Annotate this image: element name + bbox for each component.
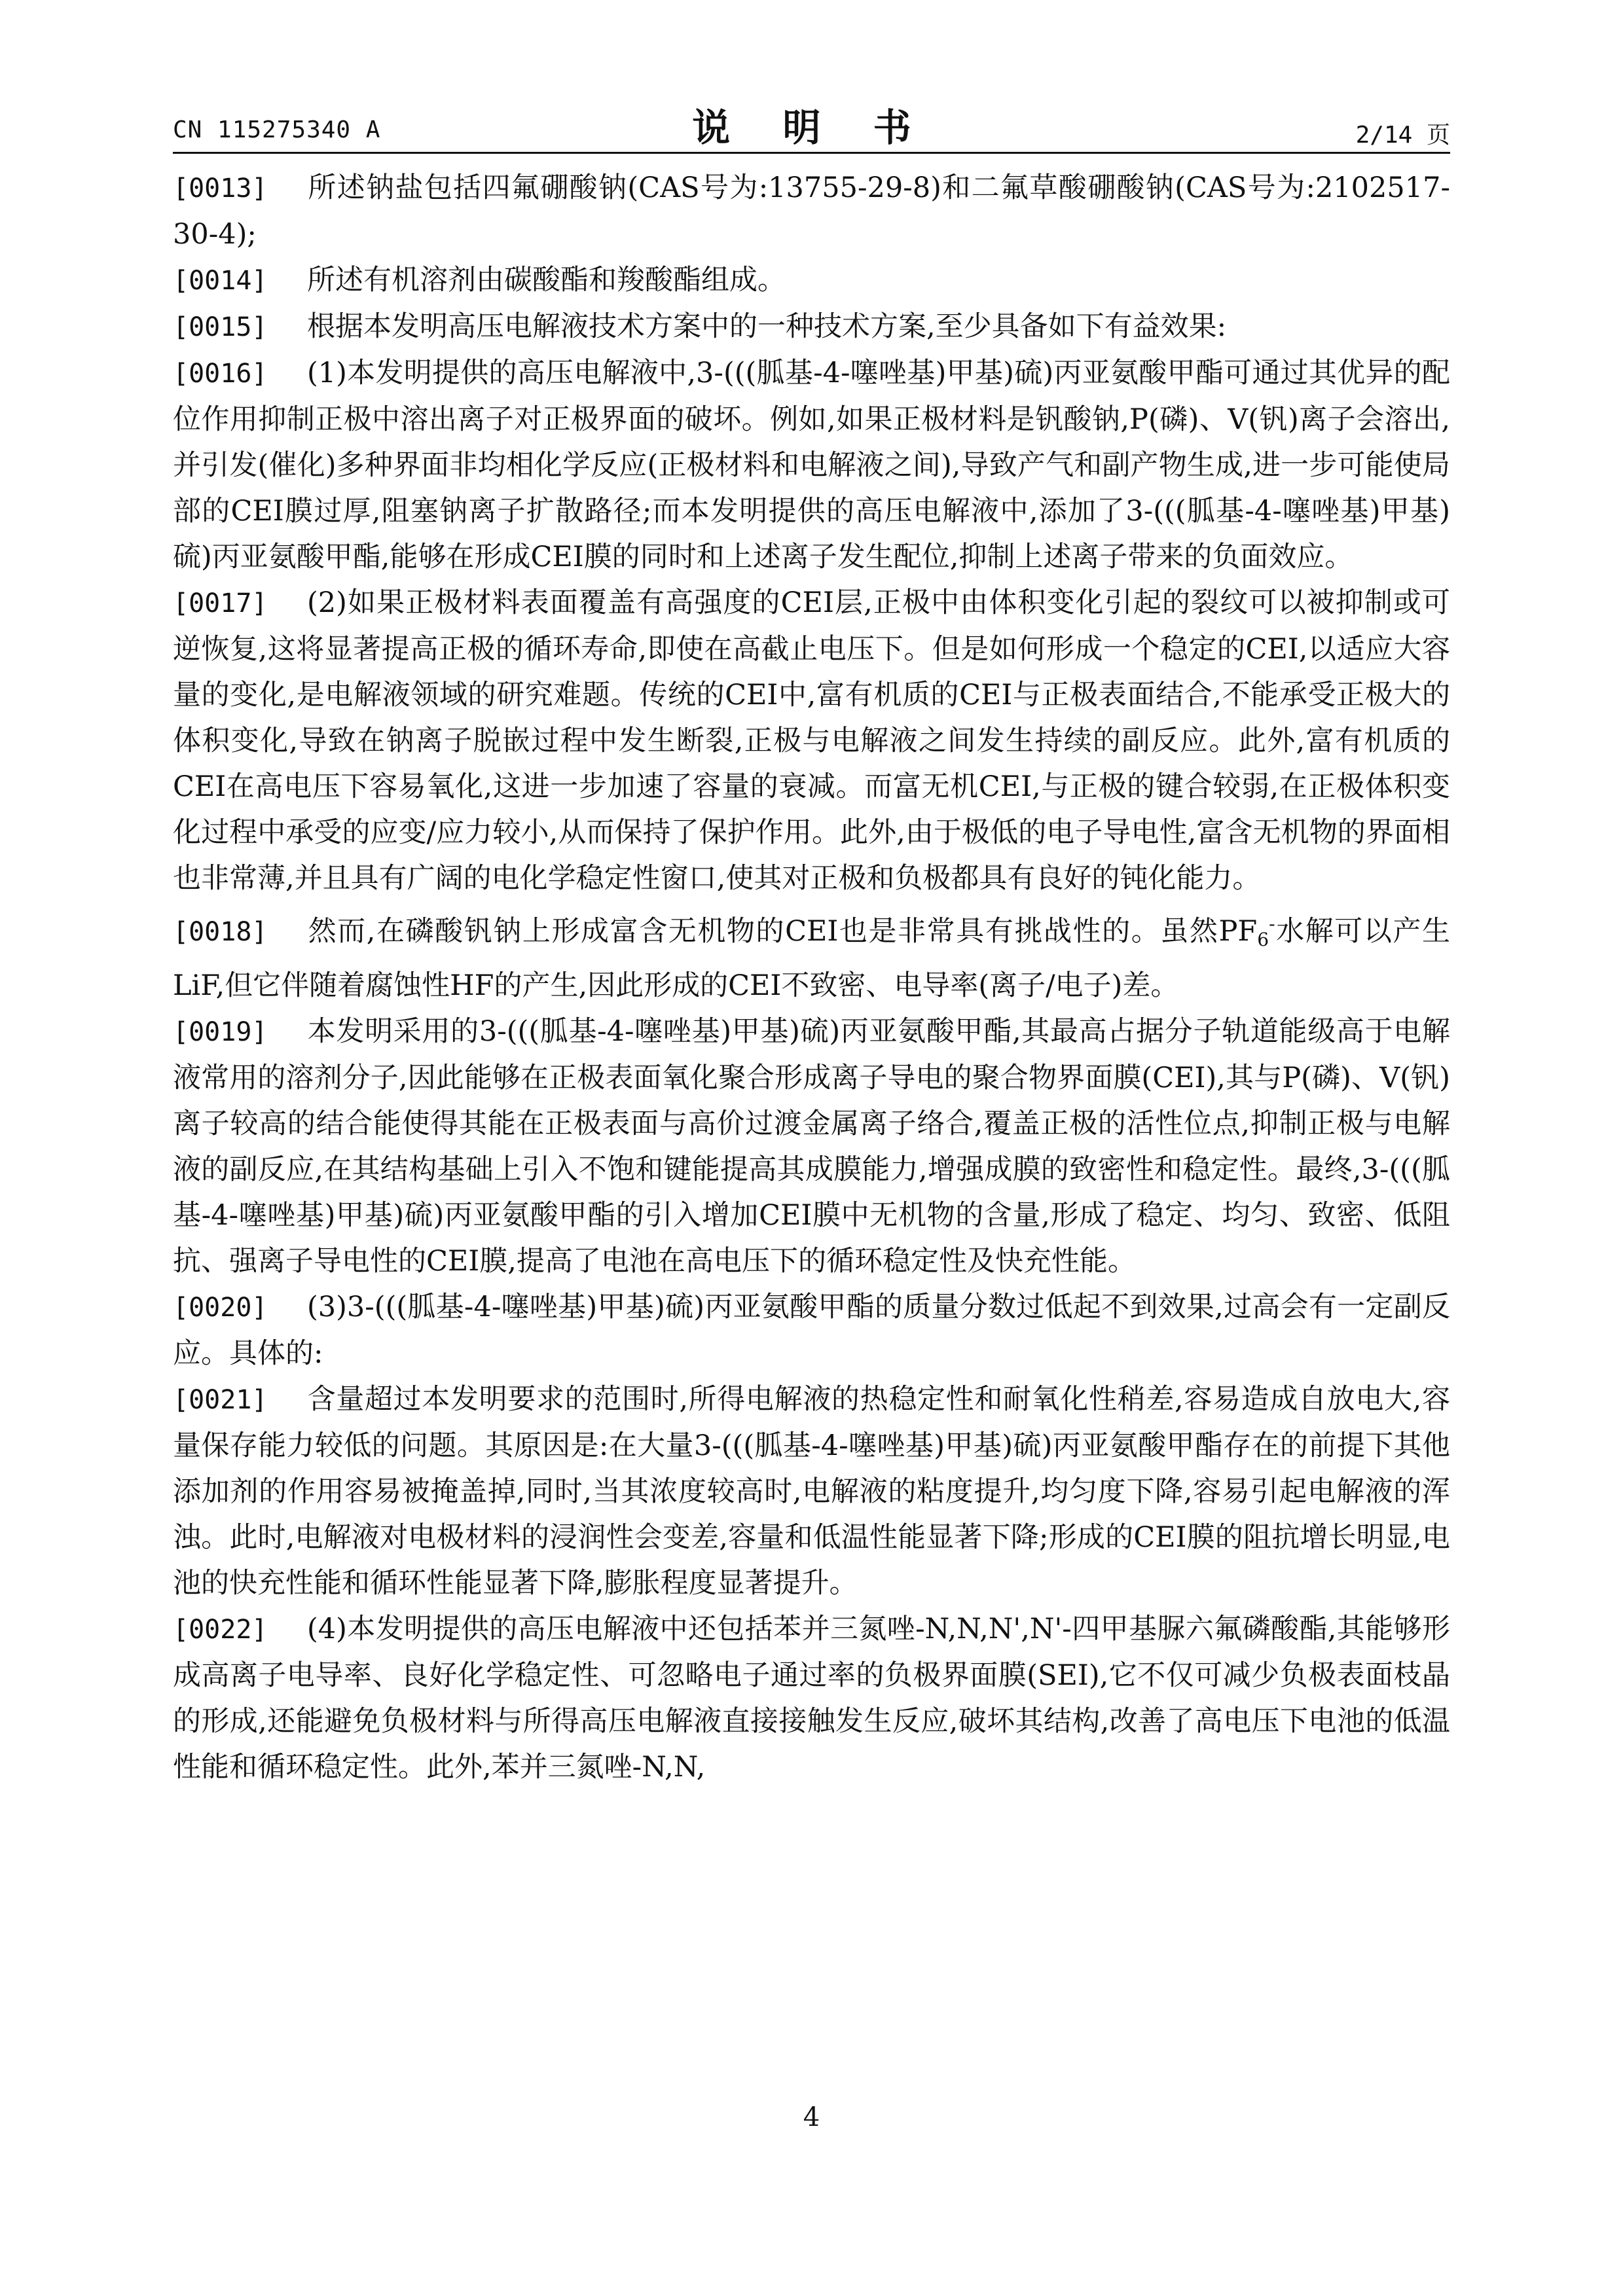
publication-number: CN 115275340 A xyxy=(173,117,381,143)
paragraph-text: 所述钠盐包括四氟硼酸钠(CAS号为:13755-29-8)和二氟草酸硼酸钠(CAS号为:2102517-30-4); xyxy=(173,171,1450,251)
page-header xyxy=(173,97,1450,149)
page-number: 4 xyxy=(803,2102,820,2132)
paragraph-number: [0020] xyxy=(173,1293,268,1323)
document-title: 说 明 书 xyxy=(692,105,931,150)
paragraph-0016 xyxy=(173,350,1450,580)
paragraph-text: 含量超过本发明要求的范围时,所得电解液的热稳定性和耐氧化性稍差,容易造成自放电大,容量保存能力较低的问题。其原因是:在大量3-(((胍基-4-噻唑基)甲基)硫)丙亚氨酸甲酯存在的前提下其他添加剂的作用容易被掩盖掉,同时,当其浓度较高时,电解液的粘度提升,均匀度下降,容易引起电解液的浑浊。此时,电解液对电极材料的浸润性会变差,容量和低温性能显著下降;形成的CEI膜的阻抗增长明显,电池的快充性能和循环性能显著下降,膨胀程度显著提升。 xyxy=(173,1383,1450,1600)
paragraph-number: [0013] xyxy=(173,173,268,204)
paragraph-text: (4)本发明提供的高压电解液中还包括苯并三氮唑-N,N,N',N'-四甲基脲六氟磷酸酯,其能够形成高离子电导率、良好化学稳定性、可忽略电子通过率的负极界面膜(SEI),它不仅可减少负极表面枝晶的形成,还能避免负极材料与所得高压电解液直接接触发生反应,破坏其结构,改善了高电压下电池的低温性能和循环稳定性。此外,苯并三氮唑-N,N, xyxy=(173,1613,1450,1784)
paragraph-text: 本发明采用的3-(((胍基-4-噻唑基)甲基)硫)丙亚氨酸甲酯,其最高占据分子轨道能级高于电解液常用的溶剂分子,因此能够在正极表面氧化聚合形成离子导电的聚合物界面膜(CEI),其与P(磷)、V(钒)离子较高的结合能使得其能在正极表面与高价过渡金属离子络合,覆盖正极的活性位点,抑制正极与电解液的副反应,在其结构基础上引入不饱和键能提高其成膜能力,增强成膜的致密性和稳定性。最终,3-(((胍基-4-噻唑基)甲基)硫)丙亚氨酸甲酯的引入增加CEI膜中无机物的含量,形成了稳定、均匀、致密、低阻抗、强离子导电性的CEI膜,提高了电池在高电压下的循环稳定性及快充性能。 xyxy=(173,1015,1450,1278)
paragraph-number: [0014] xyxy=(173,266,268,296)
paragraph-number: [0016] xyxy=(173,359,268,389)
paragraph-number: [0018] xyxy=(173,917,268,947)
paragraph-number: [0019] xyxy=(173,1017,268,1047)
paragraph-0019 xyxy=(173,1009,1450,1284)
paragraph-text: (1)本发明提供的高压电解液中,3-(((胍基-4-噻唑基)甲基)硫)丙亚氨酸甲酯可通过其优异的配位作用抑制正极中溶出离子对正极界面的破坏。例如,如果正极材料是钒酸钠,P(磷)、V(钒)离子会溶出,并引发(催化)多种界面非均相化学反应(正极材料和电解液之间),导致产气和副产物生成,进一步可能使局部的CEI膜过厚,阻塞钠离子扩散路径;而本发明提供的高压电解液中,添加了3-(((胍基-4-噻唑基)甲基)硫)丙亚氨酸甲酯,能够在形成CEI膜的同时和上述离子发生配位,抑制上述离子带来的负面效应。 xyxy=(173,357,1450,573)
paragraph-0021 xyxy=(173,1376,1450,1606)
paragraph-text: 水解可以产生LiF,但它伴随着腐蚀性HF的产生,因此形成的CEI不致密、电导率(离子/电子)差。 xyxy=(173,915,1451,1002)
paragraph-number: [0022] xyxy=(173,1615,268,1645)
subscript: 6 xyxy=(1257,929,1269,950)
paragraph-0020 xyxy=(173,1284,1450,1376)
paragraph-text: (2)如果正极材料表面覆盖有高强度的CEI层,正极中由体积变化引起的裂纹可以被抑制或可逆恢复,这将显著提高正极的循环寿命,即使在高截止电压下。但是如何形成一个稳定的CEI,以适应大容量的变化,是电解液领域的研究难题。传统的CEI中,富有机质的CEI与正极表面结合,不能承受正极大的体积变化,导致在钠离子脱嵌过程中发生断裂,正极与电解液之间发生持续的副反应。此外,富有机质的CEI在高电压下容易氧化,这进一步加速了容量的衰减。而富无机CEI,与正极的键合较弱,在正极体积变化过程中承受的应变/应力较小,从而保持了保护作用。此外,由于极低的电子导电性,富含无机物的界面相也非常薄,并且具有广阔的电化学稳定性窗口,使其对正极和负极都具有良好的钝化能力。 xyxy=(173,586,1450,895)
paragraph-0014 xyxy=(173,257,1450,304)
paragraph-0017 xyxy=(173,580,1450,901)
paragraph-number: [0015] xyxy=(173,312,268,342)
header-rule xyxy=(173,152,1450,154)
paragraph-number: [0021] xyxy=(173,1385,268,1415)
paragraph-0018 xyxy=(173,901,1450,1009)
paragraph-text: 然而,在磷酸钒钠上形成富含无机物的CEI也是非常具有挑战性的。虽然PF xyxy=(307,915,1258,948)
superscript: - xyxy=(1269,913,1275,935)
paragraph-0015 xyxy=(173,304,1450,350)
paragraph-0013 xyxy=(173,165,1450,257)
document-body xyxy=(173,165,1450,1790)
paragraph-text: (3)3-(((胍基-4-噻唑基)甲基)硫)丙亚氨酸甲酯的质量分数过低起不到效果,过高会有一定副反应。具体的: xyxy=(173,1291,1450,1370)
paragraph-text: 所述有机溶剂由碳酸酯和羧酸酯组成。 xyxy=(307,264,786,296)
page-count: 2/14 页 xyxy=(1355,122,1450,149)
paragraph-0022 xyxy=(173,1606,1450,1790)
paragraph-number: [0017] xyxy=(173,588,268,619)
paragraph-text: 根据本发明高压电解液技术方案中的一种技术方案,至少具备如下有益效果: xyxy=(307,310,1227,343)
